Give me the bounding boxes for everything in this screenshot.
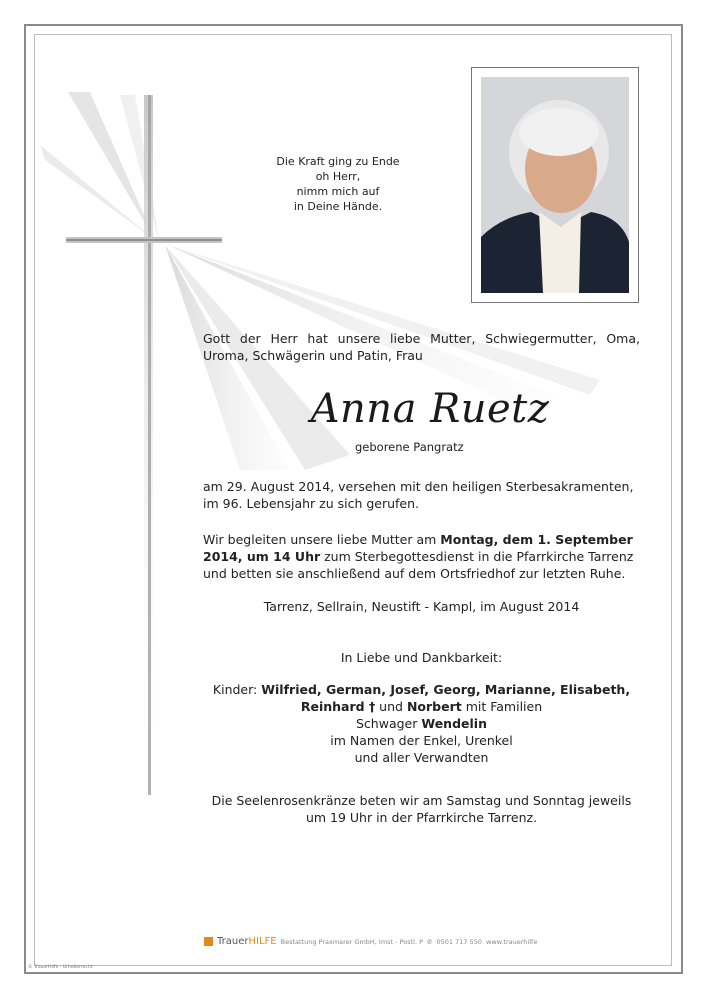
brand-part-a: Trauer xyxy=(217,936,249,947)
funeral-text xyxy=(203,531,640,582)
rosary-line-1: Die Seelenrosenkränze beten wir am Samstag und Sonntag jeweils xyxy=(211,793,632,808)
brother-in-law-line xyxy=(203,715,640,732)
death-line-2: im 96. Lebensjahr zu sich gerufen. xyxy=(203,496,420,511)
funeral-post: zum Sterbegottesdienst in die Pfarrkirche Tarrenz und betten sie anschließend auf dem Ortsfriedhof zur letzten Ruhe. xyxy=(203,549,634,581)
child-norbert: Norbert xyxy=(406,699,462,714)
company-info: Bestattung Praxmarer GmbH, Imst - Postl. P xyxy=(280,937,424,946)
death-text xyxy=(203,478,640,512)
brand-name xyxy=(217,936,277,947)
children-line xyxy=(203,681,640,698)
cross xyxy=(66,95,222,795)
thanks-heading: In Liebe und Dankbarkeit: xyxy=(340,650,503,665)
phone-icon: ✆ xyxy=(427,937,433,946)
funeral-date: Montag, dem 1. September 2014, um 14 Uhr xyxy=(203,532,633,564)
child-reinhard: Reinhard † xyxy=(300,699,376,714)
copyright-note: © TrauerHilfe - Urheberrecht xyxy=(28,965,93,970)
funeral-pre: Wir begleiten unsere liebe Mutter am xyxy=(203,532,441,547)
website: www.trauerhilfe xyxy=(486,937,538,946)
grandchildren-line: im Namen der Enkel, Urenkel xyxy=(330,733,513,748)
brand-part-b: HILFE xyxy=(248,936,277,947)
phone-number: 0501 717 550 xyxy=(436,937,482,946)
trauerhilfe-logo-icon xyxy=(204,937,213,946)
portrait-photo xyxy=(481,77,629,293)
brother-in-law-name: Wendelin xyxy=(421,716,487,731)
children-line-2 xyxy=(203,698,640,715)
birth-name: geborene Pangratz xyxy=(355,440,464,454)
brother-in-law-label: Schwager xyxy=(356,716,422,731)
children-names: Wilfried, German, Josef, Georg, Marianne, Elisabeth, xyxy=(261,682,631,697)
place-date: Tarrenz, Sellrain, Neustift - Kampl, im August 2014 xyxy=(263,599,580,614)
and-text: und xyxy=(375,699,407,714)
rosary-info xyxy=(203,792,640,826)
footer xyxy=(204,936,537,947)
bible-quote: Die Kraft ging zu Ende oh Herr, nimm mich auf in Deine Hände. xyxy=(276,155,400,213)
deceased-name: Anna Ruetz xyxy=(310,386,550,432)
portrait-frame xyxy=(471,67,639,303)
rosary-line-2: um 19 Uhr in der Pfarrkirche Tarrenz. xyxy=(305,810,538,825)
relatives-line: und aller Verwandten xyxy=(354,750,489,765)
children-label: Kinder: xyxy=(212,682,262,697)
intro-text: Gott der Herr hat unsere liebe Mutter, Schwiegermutter, Oma, Uroma, Schwägerin und Patin, Frau xyxy=(203,331,640,363)
with-families: mit Familien xyxy=(461,699,543,714)
family-list xyxy=(203,681,640,766)
death-line-1: am 29. August 2014, versehen mit den heiligen Sterbesakramenten, xyxy=(203,479,634,494)
